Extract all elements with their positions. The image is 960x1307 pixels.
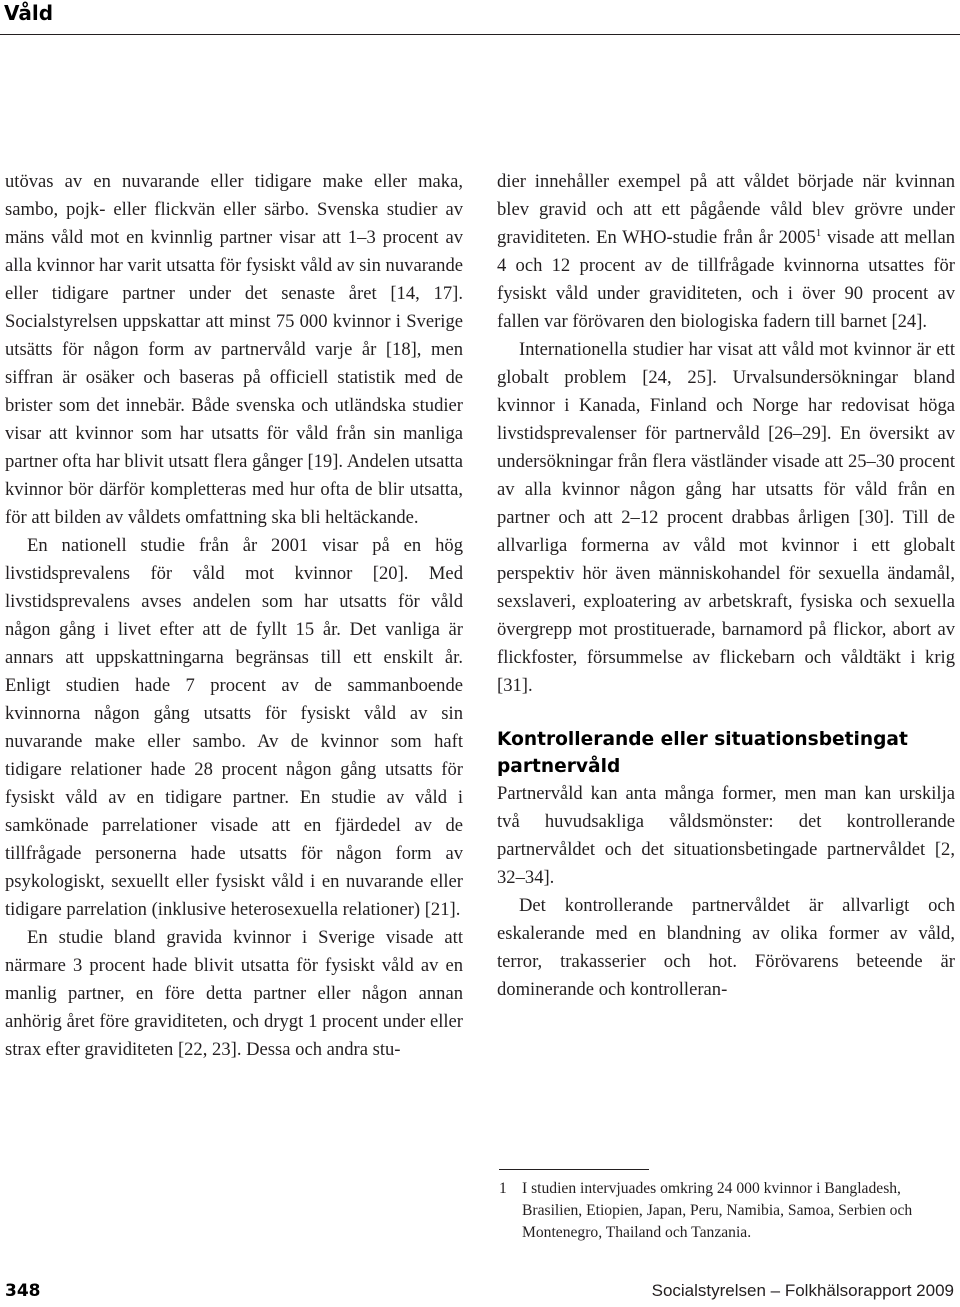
header-rule [0, 34, 960, 35]
footnote-rule [499, 1169, 649, 1170]
paragraph-text: dier innehåller exempel på att våldet började när kvinnan blev gravid och att ett pågående våld blev grövre under graviditeten. En WHO-studie från år 2005 [497, 171, 955, 248]
footnote-number: 1 [499, 1180, 507, 1197]
left-column [5, 168, 463, 1064]
body-paragraph: En studie bland gravida kvinnor i Sverige visade att närmare 3 procent hade blivit utsatta för fysiskt våld av en manlig partner, en före detta partner eller någon annan anhörig året före graviditeten, och drygt 1 procent under eller strax efter graviditeten [22, 23]. Dessa och andra stu- [5, 927, 463, 1060]
right-column [497, 168, 955, 1004]
section-heading: Kontrollerande eller situationsbetingat partnervåld [497, 729, 908, 777]
running-title: Våld [4, 1, 54, 25]
body-paragraph: utövas av en nuvarande eller tidigare make eller maka, sambo, pojk- eller flickvän eller särbo. Svenska studier av mäns våld mot en kvinnlig partner visar att 1–3 procent av alla kvinnor har varit utsatta för fysiskt våld av sin nuvarande eller tidigare partner under det senaste året [14, 17]. Socialstyrelsen uppskattar att minst 75 000 kvinnor i Sverige utsätts för någon form av partnervåld varje år [18], men siffran är osäker och baseras på officiell statistik med de brister som det innebär. Både svenska och utländska studier visar att kvinnor som har utsatts för våld från sin manliga partner ofta har blivit utsatt flera gånger [19]. Andelen utsatta kvinnor bör därför kompletteras med hur ofta de blir utsatta, för att bilden av våldets omfattning ska bli heltäckande. [5, 171, 463, 528]
footnote [497, 1178, 957, 1244]
footnote-text: I studien intervjuades omkring 24 000 kvinnor i Bangladesh, Brasilien, Etiopien, Japan, Peru, Namibia, Samoa, Serbien och Montenegro, Thailand och Tanzania. [522, 1180, 913, 1241]
footnote-reference: 1 [815, 226, 822, 239]
body-paragraph [497, 168, 955, 336]
page-number: 348 [5, 1281, 41, 1301]
publication-name: Socialstyrelsen – Folkhälsorapport 2009 [651, 1281, 954, 1300]
running-header [0, 0, 960, 34]
body-paragraph: Partnervåld kan anta många former, men man kan urskilja två huvudsakliga våldsmönster: det kontrollerande partnervåldet och det situationsbetingade partnervåldet [2, 32–34]. [497, 783, 955, 888]
body-paragraph: Det kontrollerande partnervåldet är allvarligt och eskalerande med en blandning av olika former av våld, terror, trakasserier och hot. Förövarens beteende är dominerande och kontrolleran- [497, 895, 955, 1000]
paragraph-text: visade att mellan 4 och 12 procent av de tillfrågade kvinnorna utsattes för fysiskt våld under graviditeten, och i över 90 procent av fallen var förövaren den biologiska fadern till barnet [24]. [497, 227, 955, 332]
body-paragraph: Internationella studier har visat att våld mot kvinnor är ett globalt problem [24, 25]. Urvalsundersökningar bland kvinnor i Kanada, Finland och Norge har redovisat höga livstidsprevalenser för partnervåld [26–29]. En översikt av undersökningar från flera västländer visade att 25–30 procent av alla kvinnor någon gång har utsatts för våld från en partner och att 2–12 procent drabbas årligen [30]. Till de allvarliga formerna av våld mot kvinnor i ett globalt perspektiv hör även människohandel för sexuella ändamål, sexslaveri, exploatering av arbetskraft, fysiska och sexuella övergrepp mot prostituerade, barnamord på flickor, abort av flickfoster, försummelse av flickebarn och våldtäkt i krig [31]. [497, 339, 955, 696]
body-paragraph: En nationell studie från år 2001 visar på en hög livstidsprevalens för våld mot kvinnor [20]. Med livstidsprevalens avses andelen som har utsatts för våld någon gång i livet efter att de fyllt 15 år. Det vanliga är annars att uppskattningarna begränsas till ett enskilt år. Enligt studien hade 7 procent av de sammanboende kvinnorna någon gång utsatts för fysiskt våld av sin nuvarande make eller sambo. Av de kvinnor som haft tidigare relationer hade 28 procent någon gång utsatts för fysiskt våld av en tidigare partner. En studie av våld i samkönade parrelationer visade att en fjärdedel av de tillfrågade personerna hade utsatts för någon form av psykologiskt, sexuellt eller fysiskt våld i en nuvarande eller tidigare parrelation (inklusive heterosexuella relationer) [21]. [5, 535, 463, 920]
